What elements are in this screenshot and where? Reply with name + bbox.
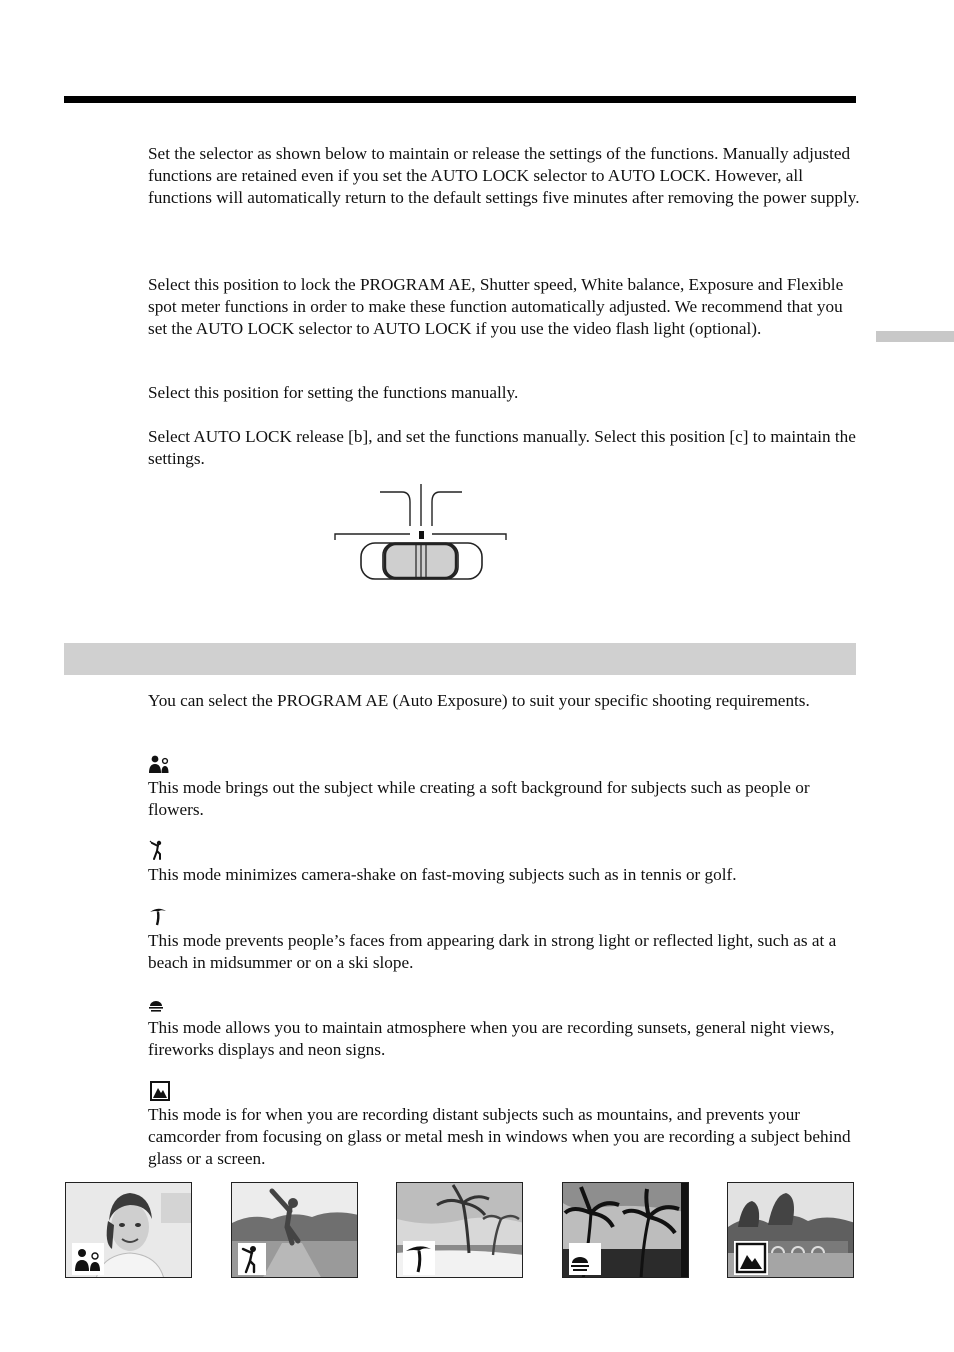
beach-example-photo — [396, 1182, 523, 1278]
beach-palm-icon — [148, 906, 172, 926]
portrait-icon — [148, 754, 172, 774]
mode-portrait-text: This mode brings out the subject while creating a soft background for subjects such as people or flowers. — [148, 778, 810, 819]
sports-example-photo — [231, 1182, 358, 1278]
range-bracket-right — [432, 534, 506, 540]
auto-lock-position-b: Select this position for setting the functions manually. — [148, 383, 519, 402]
program-ae-intro: You can select the PROGRAM AE (Auto Exposure) to suit your specific shooting requirements. — [148, 691, 810, 710]
mode-sports-text: This mode minimizes camera-shake on fast-moving subjects such as in tennis or golf. — [148, 865, 737, 884]
sunset-example-photo — [562, 1182, 689, 1278]
program-ae-heading-band — [64, 643, 856, 675]
header-rule — [64, 96, 856, 103]
leader-line-c — [432, 492, 462, 526]
range-bracket-left — [335, 534, 410, 540]
mode-landscape-text: This mode is for when you are recording distant subjects such as mountains, and prevents your camcorder from focusing on glass or metal mesh in windows when you are recording a subject behind glass or a screen. — [148, 1105, 851, 1168]
landscape-example-photo — [727, 1182, 854, 1278]
sunset-moon-icon — [148, 993, 172, 1013]
mode-sunset-text: This mode allows you to maintain atmosphere when you are recording sunsets, general night views, fireworks displays and neon signs. — [148, 1018, 835, 1059]
mode-beach-text: This mode prevents people’s faces from appearing dark in strong light or reflected light, such as at a beach in midsummer or on a ski slope. — [148, 931, 837, 972]
portrait-example-photo — [65, 1182, 192, 1278]
side-section-tab — [876, 331, 954, 342]
auto-lock-position-c: Select AUTO LOCK release [b], and set the functions manually. Select this position [c] to maintain the settings. — [148, 427, 856, 468]
auto-lock-intro: Set the selector as shown below to maintain or release the settings of the functions. Manually adjusted functions are retained even if you set the AUTO LOCK selector to AUTO LOCK. However, all functions will automatically return to the default settings five minutes after removing the power supply. — [148, 144, 860, 207]
sports-golfer-icon — [148, 840, 172, 860]
landscape-mountain-icon — [148, 1081, 172, 1101]
leader-line-a — [380, 492, 410, 526]
auto-lock-selector-diagram — [330, 482, 512, 586]
auto-lock-position-a: Select this position to lock the PROGRAM AE, Shutter speed, White balance, Exposure and Flexible spot meter functions in order to make these function automatically adjusted. We recommend that you set the AUTO LOCK selector to AUTO LOCK if you use the video flash light (optional). — [148, 275, 844, 338]
